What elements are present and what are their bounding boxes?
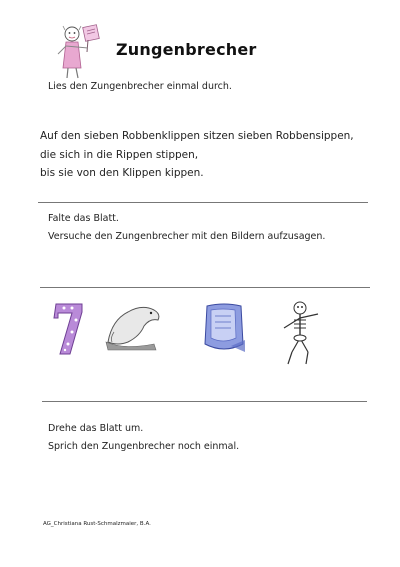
mascot-girl-icon	[54, 22, 108, 82]
tongue-twister-text	[40, 127, 354, 183]
divider-1	[38, 202, 368, 203]
fold-instruction-2: Versuche den Zungenbrecher mit den Bildern aufzusagen.	[48, 231, 326, 242]
poem-line-3: bis sie von den Klippen kippen.	[40, 167, 204, 179]
poem-line-2: die sich in die Rippen stippen,	[40, 148, 199, 161]
family-tree-icon	[201, 302, 247, 358]
page-title: Zungenbrecher	[116, 40, 257, 59]
author-credit: AG_Christiana Rust-Schmalzmaier, B.A.	[43, 521, 151, 527]
turn-instruction-1: Drehe das Blatt um.	[48, 423, 144, 434]
intro-instruction: Lies den Zungenbrecher einmal durch.	[48, 81, 232, 92]
divider-3	[42, 401, 367, 402]
poem-line-1: Auf den sieben Robbenklippen sitzen sieben Robbensippen,	[40, 130, 354, 142]
number-seven-icon	[52, 300, 86, 358]
seal-icon	[104, 302, 164, 354]
skeleton-icon	[276, 300, 324, 368]
fold-instruction-1: Falte das Blatt.	[48, 213, 119, 224]
divider-2	[40, 287, 370, 288]
turn-instruction-2: Sprich den Zungenbrecher noch einmal.	[48, 441, 240, 452]
